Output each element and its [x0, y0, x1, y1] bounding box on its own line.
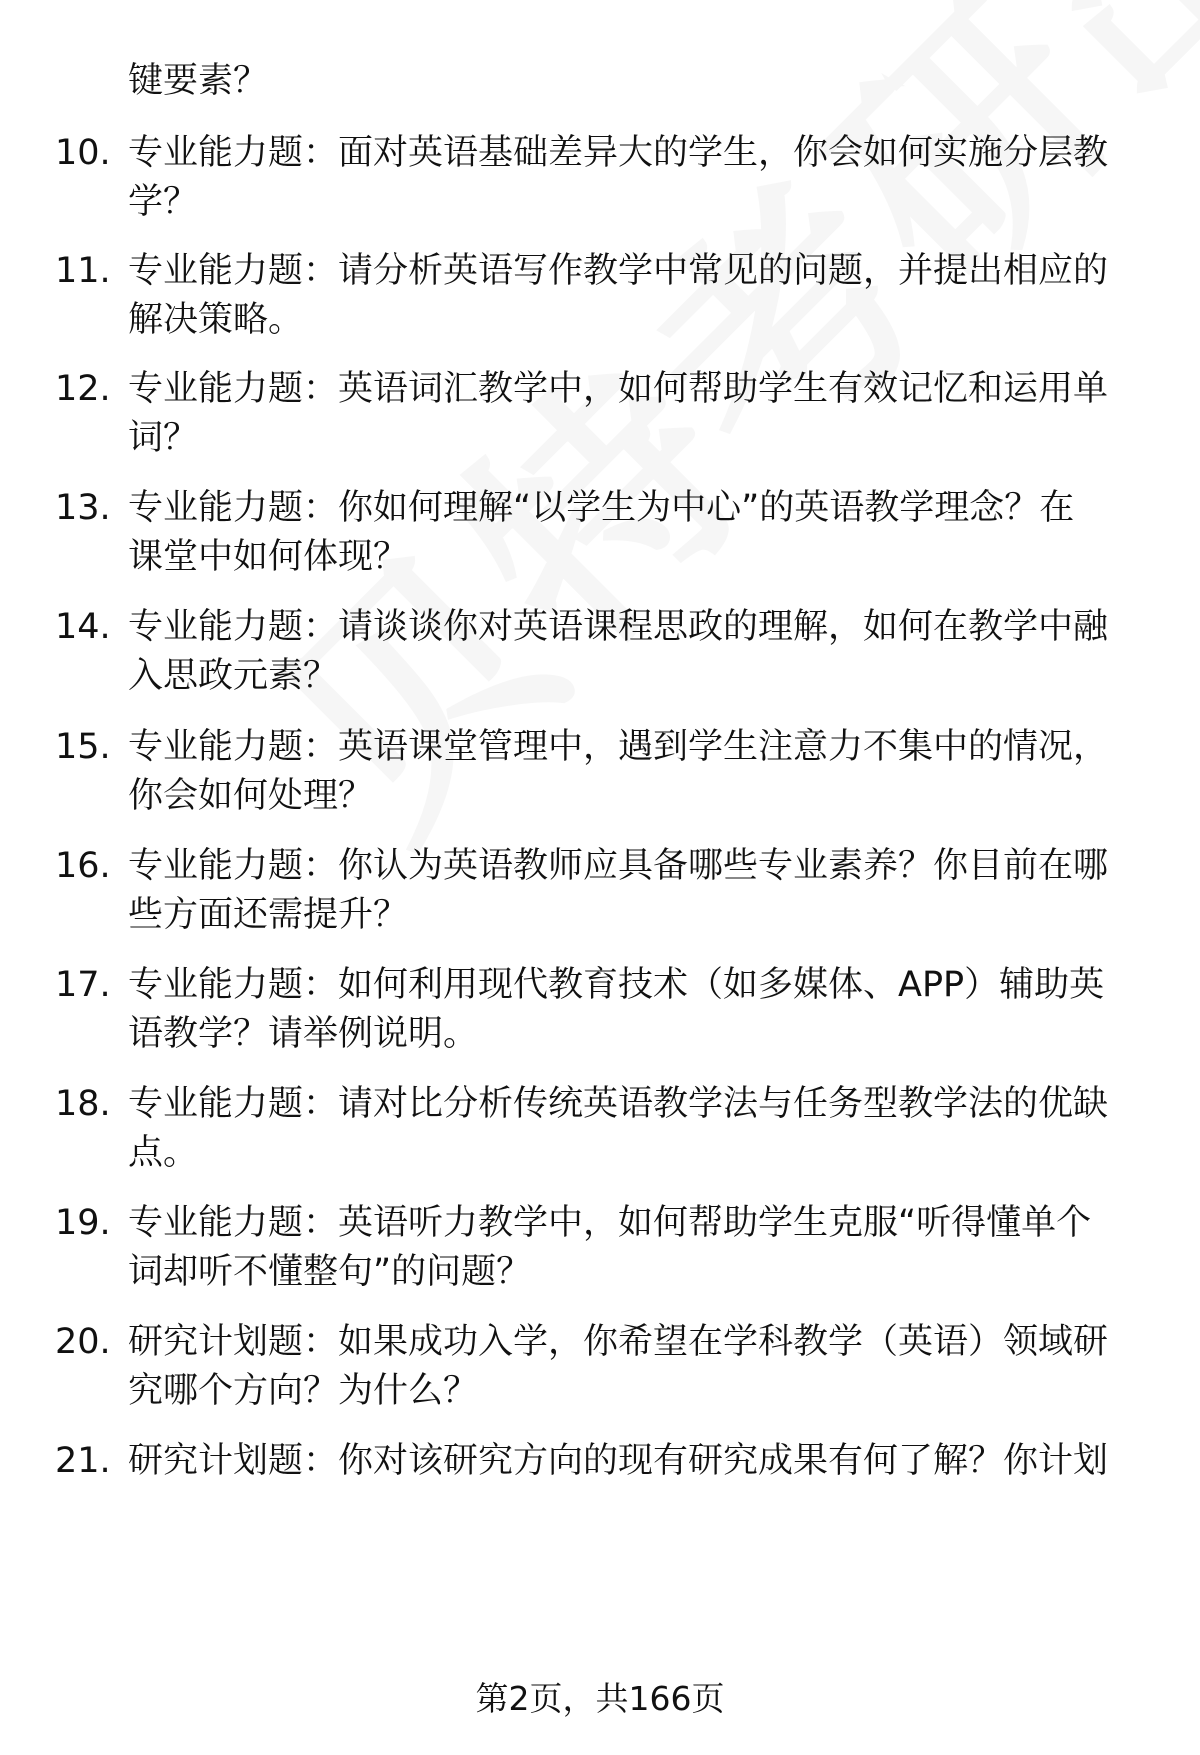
question-line: 专业能力题：面对英语基础差异大的学生，你会如何实施分层教	[128, 133, 1109, 173]
question-number: 19.	[55, 1203, 111, 1243]
question-number: 12.	[55, 369, 111, 409]
question-line: 专业能力题：英语听力教学中，如何帮助学生克服“听得懂单个	[128, 1203, 1092, 1243]
question-line: 语教学？请举例说明。	[128, 1014, 479, 1054]
question-number: 16.	[55, 846, 111, 886]
page-footer: 第2页，共166页	[475, 1679, 725, 1718]
question-line: 专业能力题：你如何理解“以学生为中心”的英语教学理念？在	[128, 488, 1075, 528]
question-line: 专业能力题：如何利用现代教育技术（如多媒体、APP）辅助英	[128, 965, 1105, 1005]
question-text	[128, 1437, 1146, 1486]
question-line: 研究计划题：你对该研究方向的现有研究成果有何了解？你计划	[128, 1441, 1109, 1481]
question-line: 专业能力题：英语词汇教学中，如何帮助学生有效记忆和运用单	[128, 369, 1109, 409]
question-line: 入思政元素？	[128, 656, 339, 696]
question-text	[128, 1199, 1146, 1297]
question-text	[128, 1318, 1146, 1416]
question-line: 专业能力题：请谈谈你对英语课程思政的理解，如何在教学中融	[128, 607, 1109, 647]
question-number: 13.	[55, 488, 111, 528]
question-number: 11.	[55, 251, 111, 291]
question-number: 14.	[55, 607, 111, 647]
question-text	[128, 842, 1146, 940]
question-number: 20.	[55, 1322, 111, 1362]
question-text	[128, 484, 1146, 582]
question-line: 学？	[128, 182, 199, 222]
question-text	[128, 723, 1146, 821]
question-line: 专业能力题：请对比分析传统英语教学法与任务型教学法的优缺	[128, 1084, 1109, 1124]
question-line: 点。	[128, 1133, 199, 1173]
question-line: 研究计划题：如果成功入学，你希望在学科教学（英语）领域研	[128, 1322, 1109, 1362]
question-text	[128, 247, 1146, 345]
question-number: 17.	[55, 965, 111, 1005]
question-line: 专业能力题：英语课堂管理中，遇到学生注意力不集中的情况，	[128, 727, 1109, 767]
question-text	[128, 603, 1146, 701]
question-number: 18.	[55, 1084, 111, 1124]
question-text	[128, 1080, 1146, 1178]
question-number: 15.	[55, 727, 111, 767]
question-line: 课堂中如何体现？	[128, 537, 409, 577]
question-text	[128, 129, 1146, 227]
continued-text: 键要素？	[128, 61, 269, 101]
question-line: 专业能力题：请分析英语写作教学中常见的问题，并提出相应的	[128, 251, 1109, 291]
question-text	[128, 365, 1146, 463]
question-number: 21.	[55, 1441, 111, 1481]
question-number: 10.	[55, 133, 111, 173]
question-line: 究哪个方向？为什么？	[128, 1371, 479, 1411]
question-text	[128, 961, 1146, 1059]
question-line: 专业能力题：你认为英语教师应具备哪些专业素养？你目前在哪	[128, 846, 1109, 886]
question-line: 解决策略。	[128, 300, 304, 340]
question-line: 你会如何处理？	[128, 776, 374, 816]
question-line: 词却听不懂整句”的问题？	[128, 1252, 532, 1292]
question-line: 词？	[128, 418, 199, 458]
question-line: 些方面还需提升？	[128, 895, 409, 935]
